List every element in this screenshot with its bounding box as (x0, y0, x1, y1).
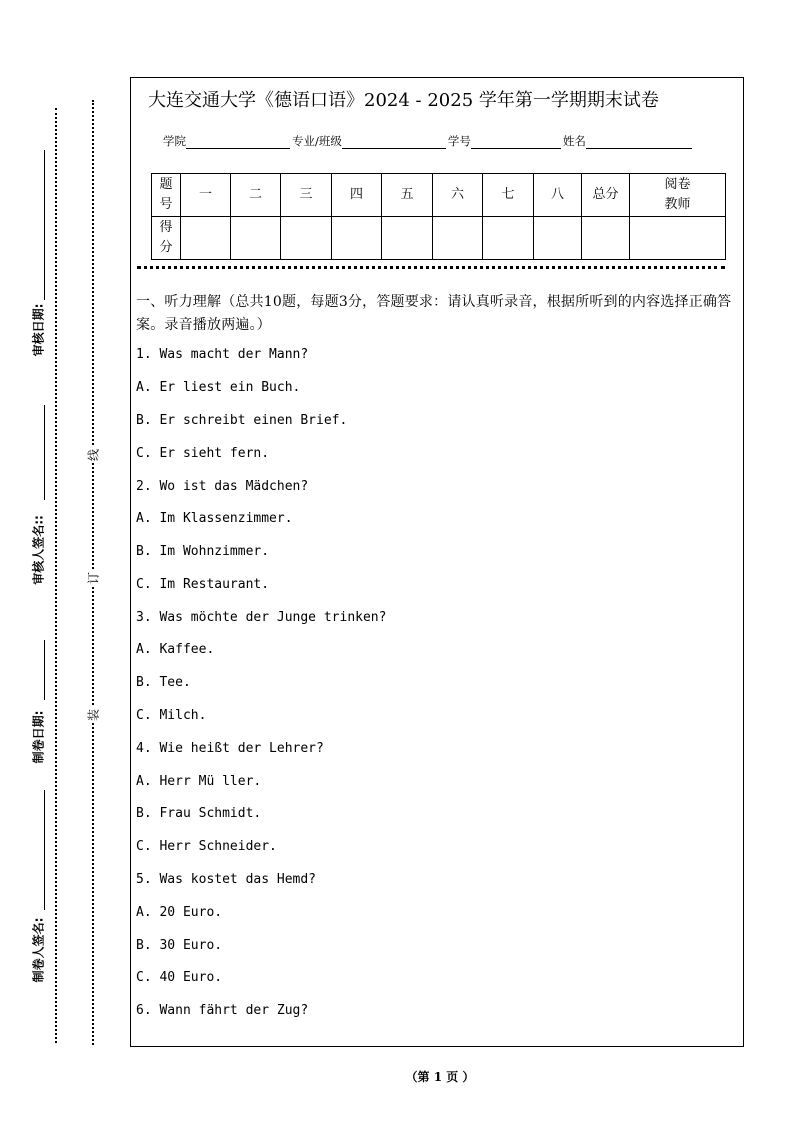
option-line[interactable]: A. Im Klassenzimmer. (136, 511, 293, 526)
grader-header: 阅卷 教师 (630, 174, 726, 217)
option-line[interactable]: C. Herr Schneider. (136, 839, 277, 854)
option-line[interactable]: A. Herr Mü ller. (136, 774, 262, 789)
score-cell[interactable] (483, 217, 534, 260)
total-score-header: 总分 (582, 174, 630, 217)
option-line[interactable]: B. Frau Schmidt. (136, 806, 262, 821)
column-header: 六 (433, 174, 483, 217)
binding-dotted-line-outer (55, 108, 57, 1043)
question-line: 1. Was macht der Mann? (136, 347, 309, 362)
column-header: 三 (281, 174, 332, 217)
option-line[interactable]: B. Tee. (136, 675, 191, 690)
column-header: 八 (534, 174, 582, 217)
name-label: 姓名 (562, 134, 586, 148)
name-field[interactable] (586, 136, 692, 149)
option-line[interactable]: B. Er schreibt einen Brief. (136, 413, 348, 428)
option-line[interactable]: C. Im Restaurant. (136, 577, 270, 592)
score-cell[interactable] (433, 217, 483, 260)
page-number: （第 1 页 ） (405, 1070, 475, 1084)
reviewer-signature-underline (44, 405, 45, 500)
option-line[interactable]: A. Er liest ein Buch. (136, 380, 301, 395)
score-cell[interactable] (382, 217, 433, 260)
question-number-header: 题 号 (152, 174, 181, 217)
college-label: 学院 (163, 134, 186, 148)
total-score-cell[interactable] (582, 217, 630, 260)
score-cell[interactable] (281, 217, 332, 260)
score-row-header: 得 分 (152, 217, 181, 260)
major-class-field[interactable] (342, 136, 446, 149)
college-field[interactable] (186, 136, 290, 149)
option-line[interactable]: C. 40 Euro. (136, 970, 223, 985)
exam-title: 大连交通大学《德语口语》2024 - 2025 学年第一学期期末试卷 (148, 90, 659, 111)
option-line[interactable]: A. Kaffee. (136, 642, 215, 657)
column-header: 七 (483, 174, 534, 217)
column-header: 四 (332, 174, 382, 217)
maker-signature-underline (44, 790, 45, 910)
score-cell[interactable] (231, 217, 281, 260)
column-header: 五 (382, 174, 433, 217)
column-header: 二 (231, 174, 281, 217)
option-line[interactable]: B. Im Wohnzimmer. (136, 544, 270, 559)
column-header: 一 (181, 174, 231, 217)
option-line[interactable]: C. Er sieht fern. (136, 446, 270, 461)
section-separator (137, 266, 725, 269)
option-line[interactable]: C. Milch. (136, 708, 207, 723)
question-line: 6. Wann fährt der Zug? (136, 1003, 309, 1018)
score-cell[interactable] (332, 217, 382, 260)
grader-cell[interactable] (630, 217, 726, 260)
student-info-row (163, 131, 694, 149)
section-heading: 一、听力理解（总共10题，每题3分，答题要求：请认真听录音，根据所听到的内容选择正确答案。录音播放两遍。） (136, 294, 732, 333)
option-line[interactable]: A. 20 Euro. (136, 905, 223, 920)
make-date-underline (44, 640, 45, 700)
question-line: 2. Wo ist das Mädchen? (136, 479, 309, 494)
student-id-field[interactable] (471, 136, 561, 149)
score-cell[interactable] (534, 217, 582, 260)
review-date-underline (44, 150, 45, 300)
score-table (151, 173, 726, 260)
question-line: 5. Was kostet das Hemd? (136, 872, 317, 887)
score-cell[interactable] (181, 217, 231, 260)
question-line: 3. Was möchte der Junge trinken? (136, 610, 387, 625)
question-line: 4. Wie heißt der Lehrer? (136, 741, 324, 756)
student-id-label: 学号 (447, 134, 471, 148)
major-class-label: 专业/班级 (292, 134, 342, 148)
option-line[interactable]: B. 30 Euro. (136, 938, 223, 953)
